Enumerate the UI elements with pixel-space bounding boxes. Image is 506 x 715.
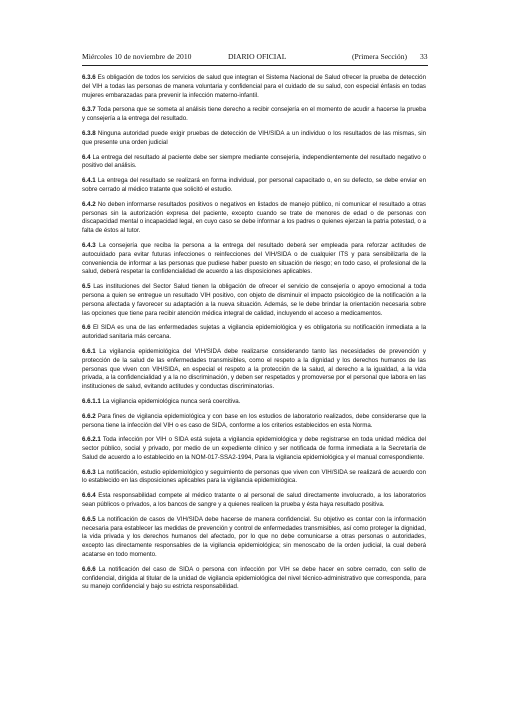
paragraph <box>82 469 426 487</box>
paragraph <box>82 413 426 431</box>
paragraph-text: La entrega del resultado se realizará en forma individual, por personal capacitado o, en su defecto, se debe enviar en sobre cerrado al médico tratante que solicitó el estudio. <box>82 177 426 193</box>
paragraph-number: 6.4.3 <box>82 241 96 249</box>
paragraph-number: 6.3.6 <box>82 74 96 81</box>
paragraph-number: 6.6.1.1 <box>82 397 101 405</box>
header-page-number: 33 <box>420 52 428 61</box>
paragraph-text: La consejería que reciba la persona a la entrega del resultado deberá ser empleada para reforzar actitudes de autocuidado para evitar futuras infecciones o reinfecciones del VIH/SIDA o de cualquier ITS y para sensibilizarla de la conveniencia de informar a las personas que pudiese haber puesto en situación de riesgo; en todo caso, el profesional de la salud, deberá respetar la confidencialidad de acuerdo a las disposiciones aplicables. <box>82 241 426 276</box>
paragraph-text: Es obligación de todos los servicios de salud que integran el Sistema Nacional de Salud ofrecer la prueba de detección del VIH a todas las personas de manera voluntaria y confidencial para el cuidado de su salud, con especial énfasis en todas mujeres embarazadas para prevenir la infección materno-infantil. <box>82 74 426 99</box>
paragraph-number: 6.6.4 <box>82 492 96 500</box>
paragraph <box>82 106 426 124</box>
paragraph <box>82 74 426 100</box>
paragraph <box>82 201 426 236</box>
paragraph-text: La vigilancia epidemiológica del VIH/SIDA debe realizarse considerando tanto las necesidades de prevención y protección de la salud de las enfermedades transmisibles, como el respeto a la dignidad y los derechos humanos de las personas que viven con VIH/SIDA, en especial el respeto a la protección de la salud, al derecho a la igualdad, a la vida privada, a la confidencialidad y a la no discriminación, y deben ser respetados y promoverse por el personal que labora en las instituciones de salud, evitando actitudes y conductas discriminatorias. <box>82 347 426 391</box>
paragraph <box>82 324 426 342</box>
paragraph <box>82 566 426 592</box>
paragraph-text: Esta responsabilidad compete al médico tratante o al personal de salud directamente involucrado, a los laboratorios sean públicos o privados, a los bancos de sangre y a quienes realicen la prueba y ésta haya resultado positiva. <box>82 492 426 509</box>
paragraph <box>82 154 426 172</box>
paragraph-text: Toda persona que se someta al análisis tiene derecho a recibir consejería en el momento de acudir a hacerse la prueba y consejería a la entrega del resultado. <box>82 106 426 123</box>
paragraph <box>82 398 426 407</box>
paragraph-text: La notificación del caso de SIDA o persona con infección por VIH se debe hacer en sobre cerrado, con sello de confidencial, dirigida al titular de la unidad de vigilancia epidemiológica del nivel técnico-administrativo que corresponda, para su manejo confidencial y bajo su estricta responsabilidad. <box>82 565 426 591</box>
paragraph-text: La notificación de casos de VIH/SIDA debe hacerse de manera confidencial. Su objetivo es contar con la información necesaria para establecer las medidas de prevención y control de enfermedades transmisibles, así como proteger la dignidad, la vida privada y los derechos humanos del afectado, por lo que no debe comunicarse a otras personas o autoridades, excepto las directamente responsables de la vigilancia epidemiológica; sin menoscabo de la orden judicial, la cual deberá acatarse en todo momento. <box>82 515 426 559</box>
paragraph-number: 6.4 <box>82 153 91 161</box>
paragraph <box>82 348 426 392</box>
paragraph-text: La vigilancia epidemiológica nunca será coercitiva. <box>102 397 241 405</box>
paragraph-number: 6.6 <box>82 324 91 332</box>
paragraph-number: 6.6.2 <box>82 412 96 420</box>
paragraph-number: 6.6.3 <box>82 468 96 476</box>
paragraph-number: 6.6.6 <box>82 565 96 573</box>
paragraph <box>82 436 426 462</box>
header-publication: DIARIO OFICIAL <box>228 52 287 61</box>
paragraph-number: 6.6.2.1 <box>82 436 101 444</box>
paragraph-number: 6.6.5 <box>82 515 96 523</box>
paragraph-text: No deben informarse resultados positivos o negativos en listados de manejo público, ni comunicar el resultado a otras personas sin la autorización expresa del paciente, excepto cuando se trate de menores de edad o de personas con discapacidad mental o incapacidad legal, en cuyo caso se debe informar a los padres o quienes ejerzan la patria potestad, o a falta de éstos al tutor. <box>82 200 426 235</box>
paragraph <box>82 492 426 510</box>
paragraph <box>82 130 426 148</box>
paragraph-number: 6.5 <box>82 283 91 291</box>
header-date: Miércoles 10 de noviembre de 2010 <box>82 52 192 61</box>
paragraph-number: 6.4.1 <box>82 177 96 185</box>
paragraph-text: El SIDA es una de las enfermedades sujetas a vigilancia epidemiológica y es obligatoria su notificación inmediata a la autoridad sanitaria más cercana. <box>82 324 426 341</box>
paragraph <box>82 283 426 318</box>
paragraph-number: 6.3.8 <box>82 129 96 137</box>
page-header <box>82 52 428 64</box>
paragraph-text: La entrega del resultado al paciente debe ser siempre mediante consejería, independientemente del resultado negativo o positivo del análisis. <box>82 153 426 170</box>
document-body <box>82 74 426 598</box>
paragraph <box>82 516 426 560</box>
paragraph <box>82 177 426 195</box>
header-rule <box>82 65 428 66</box>
paragraph-text: Para fines de vigilancia epidemiológica y con base en los estudios de laboratorio realizados, debe considerarse que la persona tiene la infección del VIH o es caso de SIDA, conforme a los criterios establecidos en esta Norma. <box>82 412 426 429</box>
paragraph-text: La notificación, estudio epidemiológico y seguimiento de personas que viven con VIH/SIDA se realizará de acuerdo con lo establecido en las disposiciones aplicables para la vigilancia epidemiológica. <box>82 468 426 485</box>
header-section: (Primera Sección) <box>352 52 408 61</box>
paragraph-text: Ninguna autoridad puede exigir pruebas de detección de VIH/SIDA a un individuo o los resultados de las mismas, sin que presente una orden judicial <box>82 129 426 146</box>
paragraph-number: 6.6.1 <box>82 347 96 355</box>
paragraph-text: Toda infección por VIH o SIDA está sujeta a vigilancia epidemiológica y debe registrarse en toda unidad médica del sector público, social y privado, por medio de un expediente clínico y ser notificada de forma inmediata a la Secretaría de Salud de acuerdo a lo establecido en la NOM-017-SSA2-1994, Para la vigilancia epidemiológica y el manual correspondiente. <box>82 436 426 461</box>
paragraph-number: 6.4.2 <box>82 200 96 208</box>
paragraph-text: Las instituciones del Sector Salud tienen la obligación de ofrecer el servicio de consejería o apoyo emocional a toda persona a quien se entregue un resultado VIH positivo, con objeto de disminuir el impacto psicológico de la notificación a la persona afectada y favorecer su adaptación a la nueva situación. Además, se le debe brindar la orientación necesaria sobre las opciones que tiene para recibir atención médica integral de calidad, incluyendo el acceso a medicamentos. <box>82 283 426 317</box>
paragraph-number: 6.3.7 <box>82 106 96 114</box>
paragraph <box>82 242 426 277</box>
